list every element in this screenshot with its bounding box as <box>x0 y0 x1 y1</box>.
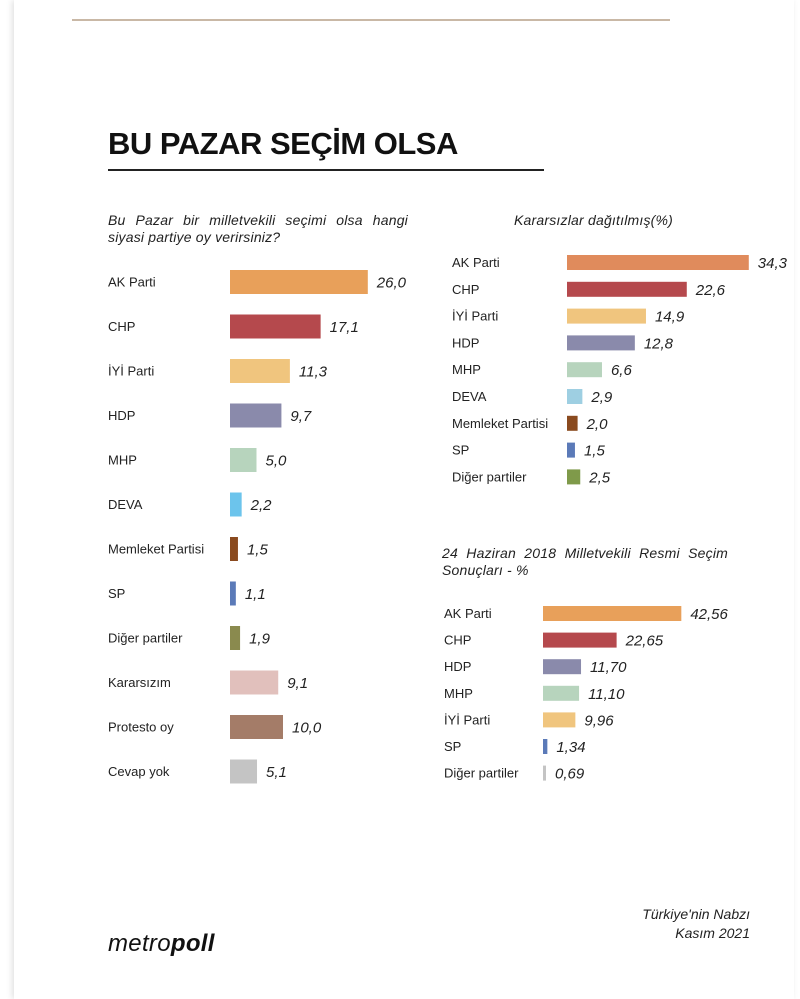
c3-bar-iyi-parti <box>543 712 575 727</box>
c1-value-sp: 1,1 <box>244 586 266 603</box>
c3-label-iyi-parti: İYİ Parti <box>444 712 491 728</box>
c3-label-sp: SP <box>444 739 462 754</box>
c1-value-diger-partiler: 1,9 <box>249 630 270 648</box>
c2-value-deva: 2,9 <box>591 389 613 406</box>
c1-value-ak-parti: 26,0 <box>376 274 407 292</box>
c2-value-hdp: 12,8 <box>643 335 674 353</box>
metropoll-logo: metropoll <box>108 930 215 957</box>
c1-value-chp: 17,1 <box>329 319 359 336</box>
c1-label-memleket-partisi: Memleket Partisi <box>108 541 205 557</box>
c3-value-ak-parti: 42,56 <box>690 606 728 623</box>
c1-value-memleket-partisi: 1,5 <box>246 541 268 559</box>
c3-bar-chp <box>543 633 617 648</box>
c1-label-diger-partiler: Diğer partiler <box>108 630 183 646</box>
c1-label-iyi-parti: İYİ Parti <box>108 363 155 379</box>
c1-label-mhp: MHP <box>108 452 137 468</box>
c1-value-kararsizim: 9,1 <box>287 675 309 692</box>
c1-label-kararsizim: Kararsızım <box>108 675 171 690</box>
c3-bar-hdp <box>543 659 581 674</box>
c3-label-hdp: HDP <box>444 659 472 675</box>
c2-label-ak-parti: AK Parti <box>452 255 500 270</box>
chart1-question: Bu Pazar bir milletvekili seçimi olsa hangi siyasi partiye oy verirsiniz? <box>108 212 408 245</box>
c2-label-memleket-partisi: Memleket Partisi <box>452 415 549 431</box>
c2-value-diger-partiler: 2,5 <box>589 469 611 487</box>
c1-label-deva: DEVA <box>108 497 143 512</box>
c2-label-deva: DEVA <box>452 389 487 404</box>
c1-value-iyi-parti: 11,3 <box>298 363 327 381</box>
c2-value-ak-parti: 34,3 <box>757 255 787 272</box>
c3-bar-mhp <box>543 686 579 701</box>
c1-value-hdp: 9,7 <box>290 408 312 425</box>
c2-label-chp: CHP <box>452 281 480 297</box>
c3-value-chp: 22,65 <box>625 632 664 650</box>
c2-value-mhp: 6,6 <box>610 362 632 380</box>
c1-value-protesto-oy: 10,0 <box>292 719 322 737</box>
c1-label-protesto-oy: Protesto oy <box>108 719 174 735</box>
c3-value-diger-partiler: 0,69 <box>555 765 585 783</box>
c3-label-chp: CHP <box>444 632 472 648</box>
c3-value-mhp: 11,10 <box>588 685 625 703</box>
c3-bar-diger-partiler <box>543 766 546 781</box>
c1-label-ak-parti: AK Parti <box>108 274 156 290</box>
c2-label-diger-partiler: Diğer partiler <box>452 469 527 485</box>
source-line-1: Türkiye'nin Nabzı <box>642 906 750 922</box>
c3-label-ak-parti: AK Parti <box>444 606 492 621</box>
c3-label-diger-partiler: Diğer partiler <box>444 765 519 781</box>
c1-label-sp: SP <box>108 586 126 601</box>
c1-value-cevap-yok: 5,1 <box>266 764 287 781</box>
c1-label-hdp: HDP <box>108 408 136 423</box>
c2-label-sp: SP <box>452 442 470 458</box>
c3-value-sp: 1,34 <box>556 739 586 756</box>
chart3-title: 24 Haziran 2018 Milletvekili Resmi Seçim Sonuçları - % <box>442 545 728 578</box>
c2-value-sp: 1,5 <box>583 442 605 460</box>
c2-value-memleket-partisi: 2,0 <box>586 415 608 433</box>
c1-label-cevap-yok: Cevap yok <box>108 764 170 779</box>
c3-bar-ak-parti <box>543 606 681 621</box>
c3-value-iyi-parti: 9,96 <box>584 712 614 730</box>
c1-label-chp: CHP <box>108 319 136 334</box>
c2-value-iyi-parti: 14,9 <box>654 308 685 326</box>
c3-label-mhp: MHP <box>444 685 473 701</box>
chart2-title: Kararsızlar dağıtılmış(%) <box>514 212 674 228</box>
page-title: BU PAZAR SEÇİM OLSA <box>108 126 458 161</box>
source-line-2: Kasım 2021 <box>675 925 750 941</box>
c1-value-deva: 2,2 <box>250 497 272 514</box>
source-note <box>642 905 750 943</box>
c1-value-mhp: 5,0 <box>265 452 287 470</box>
c2-value-chp: 22,6 <box>695 281 725 299</box>
c2-label-mhp: MHP <box>452 362 481 378</box>
c3-bar-sp <box>543 739 547 754</box>
c3-value-hdp: 11,70 <box>590 659 627 677</box>
c2-label-hdp: HDP <box>452 335 480 351</box>
c2-label-iyi-parti: İYİ Parti <box>452 308 499 324</box>
